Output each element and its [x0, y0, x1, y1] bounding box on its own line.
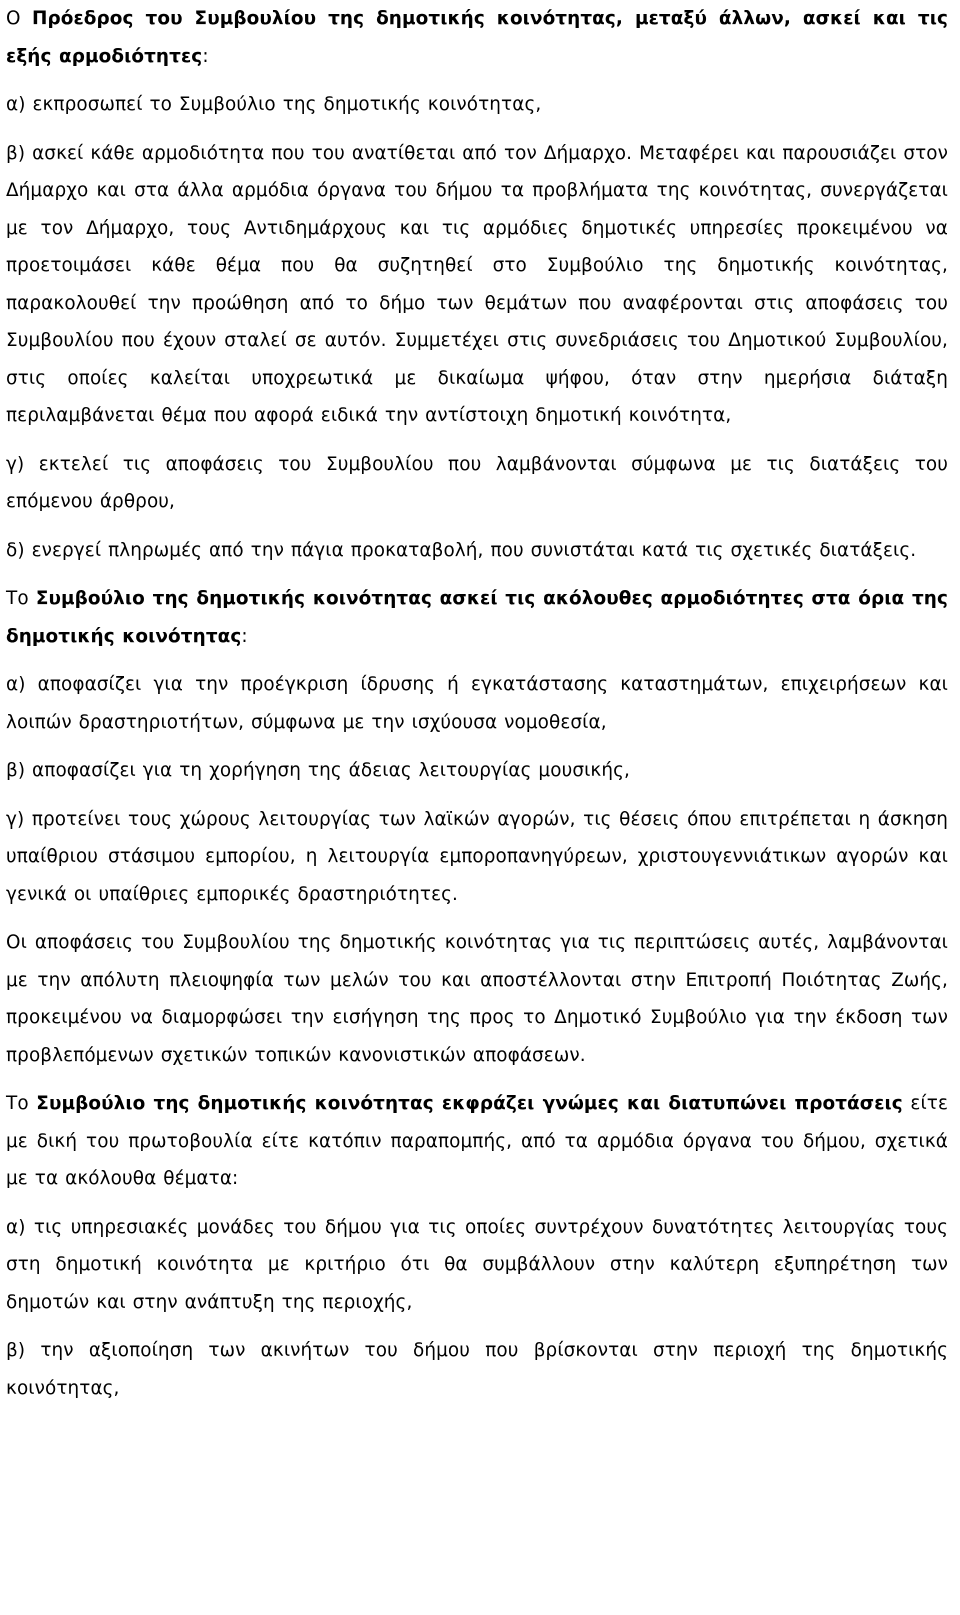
- president-intro-tail: :: [202, 45, 209, 67]
- opinions-item-a: α) τις υπηρεσιακές μονάδες του δήμου για τις οποίες συντρέχουν δυνατότητες λειτουργίας τους στη δημοτική κοινότητα με κριτήριο ότι θα συμβάλλουν στην καλύτερη εξυπηρέτηση των δημοτών και στην ανάπτυξη της περιοχής,: [6, 1216, 948, 1313]
- president-item-d: δ) ενεργεί πληρωμές από την πάγια προκαταβολή, που συνιστάται κατά τις σχετικές διατάξεις.: [6, 539, 917, 561]
- council-opinions-bold: Συμβούλιο της δημοτικής κοινότητας εκφράζει γνώμες και διατυπώνει προτάσεις: [36, 1093, 903, 1114]
- council-opinions-tail: είτε με δική του πρωτοβουλία είτε κατόπιν παραπομπής, από τα αρμόδια όργανα του δήμου, σχετικά με τα ακόλουθα θέματα:: [6, 1093, 948, 1189]
- opinions-item-b: β) την αξιοποίηση των ακινήτων του δήμου που βρίσκονται στην περιοχή της δημοτικής κοινότητας,: [6, 1340, 948, 1399]
- president-item-a: α) εκπροσωπεί το Συμβούλιο της δημοτικής κοινότητας,: [6, 94, 542, 115]
- president-intro-paragraph: [6, 0, 948, 75]
- council-item-b: β) αποφασίζει για τη χορήγηση της άδειας λειτουργίας μουσικής,: [6, 760, 630, 781]
- council-competences-bold: Συμβούλιο της δημοτικής κοινότητας ασκεί τις ακόλουθες αρμοδιότητες στα όρια της δημοτικής κοινότητας: [6, 588, 948, 647]
- council-decisions-paragraph: Οι αποφάσεις του Συμβουλίου της δημοτικής κοινότητας για τις περιπτώσεις αυτές, λαμβάνονται με την απόλυτη πλειοψηφία των μελών του και αποστέλλονται στην Επιτροπή Ποιότητας Ζωής, προκειμένου να διαμορφώσει την εισήγηση της προς το Δημοτικό Συμβούλιο για την έκδοση των προβλεπόμενων σχετικών τοπικών κανονιστικών αποφάσεων.: [6, 932, 948, 1066]
- council-competences-paragraph: [6, 580, 948, 655]
- council-item-a: α) αποφασίζει για την προέγκριση ίδρυσης ή εγκατάστασης καταστημάτων, επιχειρήσεων και λοιπών δραστηριοτήτων, σύμφωνα με την ισχύουσα νομοθεσία,: [6, 674, 948, 733]
- president-item-b: β) ασκεί κάθε αρμοδιότητα που του ανατίθεται από τον Δήμαρχο. Μεταφέρει και παρουσιάζει στον Δήμαρχο και στα άλλα αρμόδια όργανα του δήμου τα προβλήματα της κοινότητας, συνεργάζεται με τον Δήμαρχο, τους Αντιδημάρχους και τις αρμόδιες δημοτικές υπηρεσίες προκειμένου να προετοιμάσει κάθε θέμα που θα συζητηθεί στο Συμβούλιο της δημοτικής κοινότητας, παρακολουθεί την προώθηση από το δήμο των θεμάτων που αναφέρονται στις αποφάσεις του Συμβουλίου που έχουν σταλεί σε αυτόν. Συμμετέχει στις συνεδριάσεις του Δημοτικού Συμβουλίου, στις οποίες καλείται υποχρεωτικά με δικαίωμα ψήφου, όταν στην ημερήσια διάταξη περιλαμβάνεται θέμα που αφορά ειδικά την αντίστοιχη δημοτική κοινότητα,: [6, 142, 948, 426]
- president-intro-bold: Πρόεδρος του Συμβουλίου της δημοτικής κοινότητας, μεταξύ άλλων, ασκεί και τις εξής αρμοδιότητες: [6, 8, 949, 67]
- president-intro-lead: Ο: [6, 8, 32, 29]
- council-opinions-lead: Το: [6, 1093, 37, 1114]
- council-opinions-paragraph: [6, 1085, 948, 1198]
- council-competences-tail: :: [241, 625, 248, 647]
- president-item-c: γ) εκτελεί τις αποφάσεις του Συμβουλίου που λαμβάνονται σύμφωνα με τις διατάξεις του επόμενου άρθρου,: [6, 453, 948, 512]
- council-competences-lead: Το: [6, 588, 36, 609]
- council-item-c: γ) προτείνει τους χώρους λειτουργίας των λαϊκών αγορών, τις θέσεις όπου επιτρέπεται η άσκηση υπαίθριου στάσιμου εμπορίου, η λειτουργία εμποροπανηγύρεων, χριστουγεννιάτικων αγορών και γενικά οι υπαίθριες εμπορικές δραστηριότητες.: [6, 808, 948, 905]
